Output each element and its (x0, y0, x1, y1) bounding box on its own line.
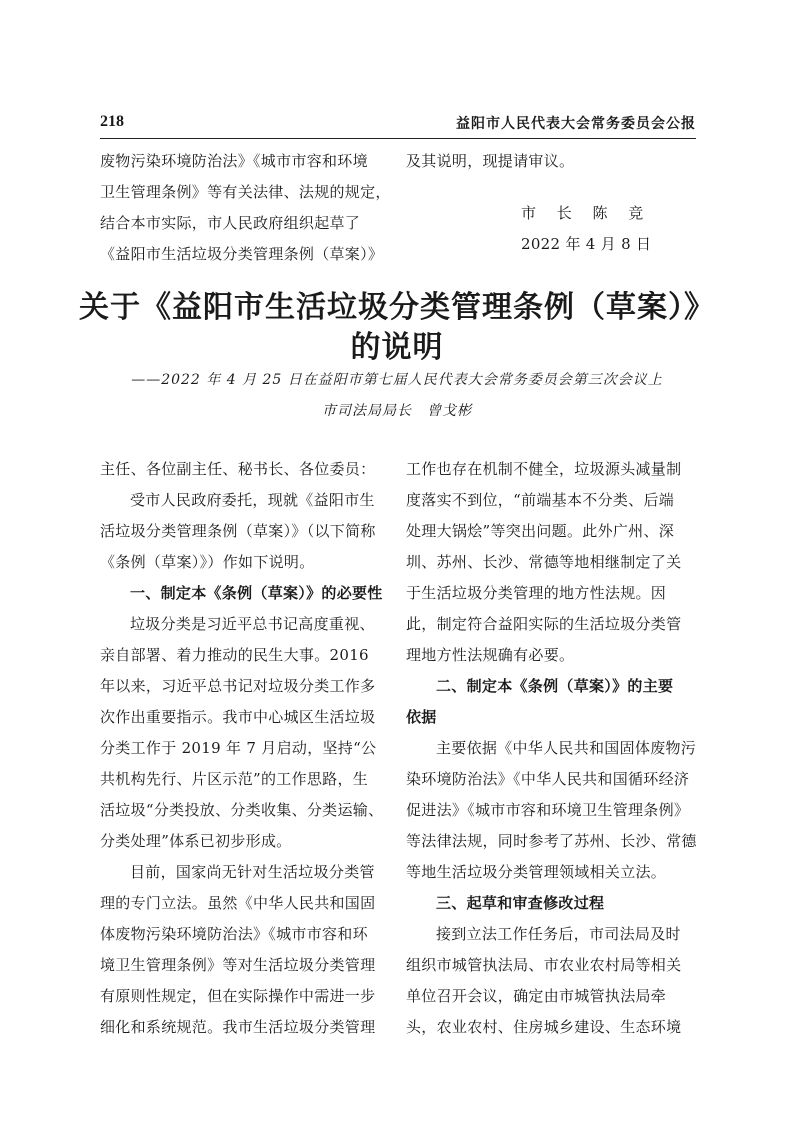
page-header (100, 113, 696, 139)
text-line: 接到立法工作任务后，市司法局及时 (436, 925, 681, 943)
text-line: 染环境防治法》《中华人民共和国循环经济 (406, 770, 690, 788)
text-line: 《条例（草案）》）作如下说明。 (100, 553, 315, 571)
text-line: 主要依据《中华人民共和国固体废物污 (436, 739, 697, 757)
text-line: 目前，国家尚无针对生活垃圾分类管 (130, 863, 375, 881)
text-line: 头，农业农村、住房城乡建设、生态环境 (406, 1018, 682, 1036)
text-line: 《益阳市生活垃圾分类管理条例（草案）》 (100, 245, 384, 263)
text-line: 年以来，习近平总书记对垃圾分类工作多 (100, 677, 376, 695)
journal-title: 益阳市人民代表大会常务委员会公报 (456, 116, 696, 132)
text-line: 活垃圾“分类投放、分类收集、分类运输、 (100, 801, 384, 819)
text-line: 于生活垃圾分类管理的地方性法规。因 (406, 584, 667, 602)
article-subtitle: ——2022 年 4 月 25 日在益阳市第七届人民代表大会常务委员会第三次会议上 (131, 372, 663, 388)
text-line: 圳、苏州、长沙、常德等地相继制定了关 (406, 553, 682, 571)
text-line: 分类工作于 2019 年 7 月启动，坚持“公 (100, 739, 377, 757)
text-line: 垃圾分类是习近平总书记高度重视、 (130, 615, 375, 633)
text-line: 组织市城管执法局、市农业农村局等相关 (406, 956, 682, 974)
text-line: 度落实不到位，“前端基本不分类、后端 (406, 491, 675, 509)
section-heading-3: 三、起草和审查修改过程 (436, 894, 605, 912)
text-line: 卫生管理条例》等有关法律、法规的规定， (100, 183, 391, 201)
article-title-cont: 的说明 (350, 330, 444, 365)
body-right-column (406, 454, 706, 1043)
section-heading-1: 一、制定本《条例（草案）》的必要性 (130, 584, 383, 602)
section-heading-2: 二、制定本《条例（草案）》的主要 (436, 677, 674, 695)
article-title: 关于《益阳市生活垃圾分类管理条例（草案）》 (79, 290, 715, 325)
text-line: 单位召开会议，确定由市城管执法局牵 (406, 987, 667, 1005)
text-line: 境卫生管理条例》等对生活垃圾分类管理 (100, 956, 376, 974)
text-line: 处理大锅烩”等突出问题。此外广州、深 (406, 522, 675, 540)
text-line: 促进法》《城市市容和环境卫生管理条例》 (406, 801, 690, 819)
signature: 市 长 陈 竞 (521, 204, 652, 222)
salutation: 主任、各位副主任、秘书长、各位委员： (100, 460, 376, 478)
text-line: 亲自部署、着力推动的民生大事。2016 (100, 646, 369, 664)
signature-date: 2022 年 4 月 8 日 (521, 235, 652, 253)
text-line: 结合本市实际，市人民政府组织起草了 (100, 214, 361, 232)
text-line: 有原则性规定，但在实际操作中需进一步 (100, 987, 376, 1005)
text-line: 分类处理”体系已初步形成。 (100, 832, 292, 850)
text-line: 理地方性法规确有必要。 (406, 646, 575, 664)
top-right-column (406, 146, 706, 177)
page-number: 218 (100, 113, 124, 130)
text-line: 等法律法规，同时参考了苏州、长沙、常德 (406, 832, 697, 850)
text-line: 活垃圾分类管理条例（草案）》（以下简称 (100, 522, 376, 540)
text-line: 此，制定符合益阳实际的生活垃圾分类管 (406, 615, 682, 633)
text-line: 及其说明，现提请审议。 (406, 152, 575, 170)
text-line: 理的专门立法。虽然《中华人民共和国固 (100, 894, 376, 912)
article-author: 市司法局局长 曾戈彬 (322, 403, 472, 419)
text-line: 等地生活垃圾分类管理领域相关立法。 (406, 863, 667, 881)
text-line: 受市人民政府委托，现就《益阳市生 (130, 491, 375, 509)
text-line: 共机构先行、片区示范”的工作思路，生 (100, 770, 369, 788)
text-line: 工作也存在机制不健全，垃圾源头减量制 (406, 460, 682, 478)
text-line: 次作出重要指示。我市中心城区生活垃圾 (100, 708, 376, 726)
text-line: 体废物污染环境防治法》《城市市容和环 (100, 925, 368, 943)
text-line: 细化和系统规范。我市生活垃圾分类管理 (100, 1018, 376, 1036)
section-heading-2-cont: 依据 (406, 708, 437, 726)
header-rule (100, 138, 696, 139)
text-line: 废物污染环境防治法》《城市市容和环境 (100, 152, 368, 170)
body-left-column (100, 454, 400, 1043)
top-left-column (100, 146, 400, 270)
